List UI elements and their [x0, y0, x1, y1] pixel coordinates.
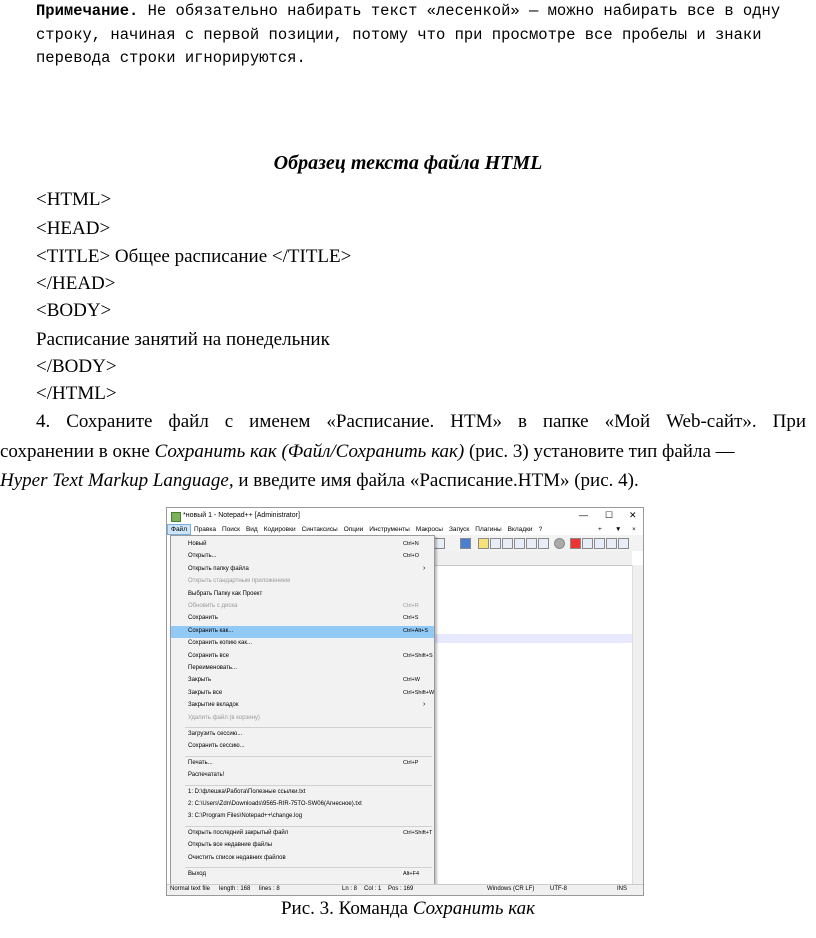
indent-guide-icon[interactable] [460, 538, 471, 549]
file-menu-item[interactable] [171, 811, 434, 823]
file-menu-item[interactable] [171, 869, 434, 881]
file-menu-item[interactable] [171, 675, 434, 687]
menu-item-label: Открыть... [188, 553, 217, 560]
file-menu-item[interactable] [171, 853, 434, 865]
menu-item-label: Распечатать! [188, 772, 225, 779]
code-line: </HTML> [36, 383, 117, 404]
function-list-icon[interactable] [502, 538, 513, 549]
menu-item-shortcut: Ctrl+Alt+S [403, 627, 429, 634]
file-menu-item[interactable] [171, 713, 434, 725]
file-menu-dropdown [170, 535, 435, 885]
step4-line2 [0, 441, 810, 463]
file-menu-item[interactable] [171, 729, 434, 741]
menu-separator [185, 826, 432, 827]
menu-item-label: 1: D:\флешка\Работа\Полезные ссылки.txt [188, 788, 306, 795]
menu-item-shortcut: Ctrl+O [403, 553, 420, 560]
current-line-highlight [432, 634, 632, 643]
file-menu-item[interactable] [171, 539, 434, 551]
file-menu-item[interactable] [171, 564, 434, 576]
menu-separator [185, 756, 432, 757]
file-menu-item[interactable] [171, 799, 434, 811]
file-menu-item[interactable] [171, 700, 434, 712]
menu-item-label: Печать... [188, 759, 213, 766]
menu-item-label: 2: C:\Users\Zdn\Downloads\9565-RIR-75TO-SW06(Агнесное).txt [188, 801, 362, 807]
menu-item-shortcut: Ctrl+Shift+T [403, 829, 433, 836]
menu-item-label: Сохранить [188, 615, 218, 622]
step4-line2-post: (рис. 3) установите тип файла — [464, 441, 735, 462]
toolbar [432, 535, 643, 551]
menu-help[interactable]: ? [538, 526, 543, 533]
file-menu-item[interactable] [171, 651, 434, 663]
status-file-type: Normal text file [170, 886, 211, 892]
close-button[interactable]: ✕ [629, 510, 637, 520]
step4-line2-pre: сохранении в окне [0, 441, 155, 462]
file-menu-item[interactable] [171, 787, 434, 799]
code-line: <BODY> [36, 300, 112, 321]
run-icon[interactable] [618, 538, 629, 549]
menu-item-label: Открыть папку файла [188, 565, 249, 572]
record-icon[interactable] [554, 538, 565, 549]
menu-separator [185, 785, 432, 786]
step4-line3-post: и введите имя файла «Расписание.HTM» (рис. 4). [233, 470, 639, 491]
folder-icon[interactable] [478, 538, 489, 549]
file-menu-item[interactable] [171, 828, 434, 840]
file-menu-item[interactable] [171, 551, 434, 563]
menu-item-shortcut: Ctrl+S [403, 615, 419, 622]
menu-encoding[interactable]: Кодировки [263, 526, 296, 533]
menu-macro[interactable]: Макросы [415, 526, 443, 533]
menu-item-label: Обновить с диска [188, 603, 238, 609]
note-paragraph [36, 0, 811, 71]
code-line: </HEAD> [36, 273, 116, 294]
code-line: <HEAD> [36, 218, 111, 239]
notepad-icon [171, 512, 181, 522]
menu-settings[interactable]: Опции [343, 526, 364, 533]
file-menu-item[interactable] [171, 626, 434, 638]
menu-item-label: Очистить список недавних файлов [188, 854, 286, 861]
menu-item-label: Закрыть все [188, 689, 223, 696]
close-tab-icon[interactable]: × [632, 526, 636, 533]
tab-row [432, 551, 632, 566]
menu-item-label: Загрузить сессию... [188, 731, 243, 737]
menu-item-shortcut: Ctrl+P [403, 759, 419, 766]
file-menu-item[interactable] [171, 663, 434, 675]
menu-item-label: Закрытие вкладок [188, 702, 239, 709]
code-line: Расписание занятий на понедельник [36, 329, 330, 350]
menu-item-label: Выход [188, 871, 206, 877]
file-menu-item[interactable] [171, 601, 434, 613]
menu-item-label: Сохранить сессию... [188, 743, 245, 750]
monitor-icon[interactable] [514, 538, 525, 549]
notepad-window [166, 507, 644, 896]
submenu-arrow-icon: › [423, 701, 426, 709]
save-macro-icon[interactable] [606, 538, 617, 549]
tab-list-icon[interactable]: ▼ [615, 526, 622, 533]
status-length: length : 168 [219, 886, 251, 892]
menu-item-label: 3: C:\Program Files\Notepad++\change.log [188, 813, 303, 820]
file-menu-item[interactable] [171, 589, 434, 601]
new-tab-icon[interactable]: + [598, 526, 602, 533]
menu-item-shortcut: Ctrl+R [403, 603, 419, 609]
menu-item-label: Выбрать Папку как Проект [188, 590, 263, 597]
play-icon[interactable] [582, 538, 593, 549]
menu-item-shortcut: Ctrl+Shift+S [403, 652, 433, 659]
menu-item-label: Закрыть [188, 677, 212, 684]
doc-map-icon[interactable] [490, 538, 501, 549]
menu-item-label: Открыть последний закрытый файл [188, 829, 289, 836]
menu-run[interactable]: Запуск [448, 526, 470, 533]
step4-line2-italic: Сохранить как (Файл/Сохранить как) [154, 441, 465, 462]
file-menu-item[interactable] [171, 758, 434, 770]
menu-item-shortcut: Alt+F4 [403, 871, 420, 877]
menu-search[interactable]: Поиск [221, 526, 240, 533]
panel-icon[interactable] [538, 538, 549, 549]
file-menu-item[interactable] [171, 741, 434, 753]
status-insert-mode: INS [617, 886, 628, 892]
play-multi-icon[interactable] [594, 538, 605, 549]
menu-item-label: Сохранить копию как... [188, 640, 252, 647]
menu-plugins[interactable]: Плагины [475, 526, 502, 533]
window-title: *новый 1 - Notepad++ [Administrator] [183, 512, 300, 519]
menu-view[interactable]: Вид [245, 526, 258, 533]
status-pos: Pos : 169 [388, 886, 414, 892]
code-line: </BODY> [36, 356, 117, 377]
menu-item-label: Открыть стандартным приложением [188, 578, 291, 585]
wrap-icon[interactable] [434, 538, 445, 549]
status-bar [167, 884, 643, 896]
menu-tools[interactable]: Инструменты [369, 526, 410, 533]
file-menu-item[interactable] [171, 613, 434, 625]
menu-item-shortcut: Ctrl+W [403, 677, 420, 684]
menu-item-label: Сохранить как... [188, 627, 234, 634]
code-line: <HTML> [36, 189, 112, 210]
file-menu-item[interactable] [171, 770, 434, 782]
note-text: Не обязательно набирать текст «лесенкой» — можно набирать все в одну строку, начиная с первой позиции, потому что при просмотре все пробелы и знаки перевода строки игнорируются. [36, 2, 790, 67]
caption-italic: Сохранить как [412, 898, 536, 919]
vertical-scrollbar[interactable] [632, 565, 644, 885]
menu-file[interactable]: Файл [167, 524, 191, 535]
menu-edit[interactable]: Правка [193, 526, 216, 533]
menu-item-label: Новый [188, 541, 207, 547]
status-encoding: UTF-8 [550, 886, 567, 892]
menu-bar [167, 524, 643, 535]
note-label: Примечание. [36, 2, 139, 20]
file-menu-item[interactable] [171, 576, 434, 588]
figure-caption [0, 898, 816, 920]
step4-line3 [0, 470, 810, 492]
file-menu-item[interactable] [171, 638, 434, 650]
menu-item-label: Открыть все недавние файлы [188, 842, 273, 849]
status-eol: Windows (CR LF) [487, 886, 535, 892]
sample-title: Образец текста файла HTML [273, 152, 543, 174]
menu-item-label: Сохранить все [188, 652, 229, 659]
menu-language[interactable]: Синтаксисы [301, 526, 338, 533]
step4-line1: 4. Сохраните файл с именем «Расписание. HTM» в папке «Мой Web-сайт». При [36, 411, 806, 432]
menu-separator [185, 867, 432, 868]
stop-icon[interactable] [570, 538, 581, 549]
file-menu-item[interactable] [171, 688, 434, 700]
folder-workspace-icon[interactable] [526, 538, 537, 549]
maximize-button[interactable]: ☐ [605, 510, 614, 520]
status-col: Col : 1 [364, 886, 382, 892]
menu-item-shortcut: Ctrl+N [403, 541, 419, 547]
status-ln: Ln : 8 [342, 886, 358, 892]
menu-item-label: Удалить файл (в корзину) [188, 714, 260, 721]
minimize-button[interactable]: — [579, 510, 588, 520]
step4-line3-italic: Hyper Text Markup Language, [0, 470, 234, 491]
menu-window[interactable]: Вкладки [507, 526, 533, 533]
file-menu-item[interactable] [171, 840, 434, 852]
menu-separator [185, 727, 432, 728]
menu-item-label: Переименовать... [188, 665, 237, 671]
submenu-arrow-icon: › [423, 564, 426, 572]
code-line: <TITLE> Общее расписание </TITLE> [36, 246, 352, 267]
menu-item-shortcut: Ctrl+Shift+W [403, 689, 435, 696]
title-bar [167, 508, 643, 524]
caption-text: Рис. 3. Команда [280, 898, 413, 919]
status-lines: lines : 8 [259, 886, 280, 892]
